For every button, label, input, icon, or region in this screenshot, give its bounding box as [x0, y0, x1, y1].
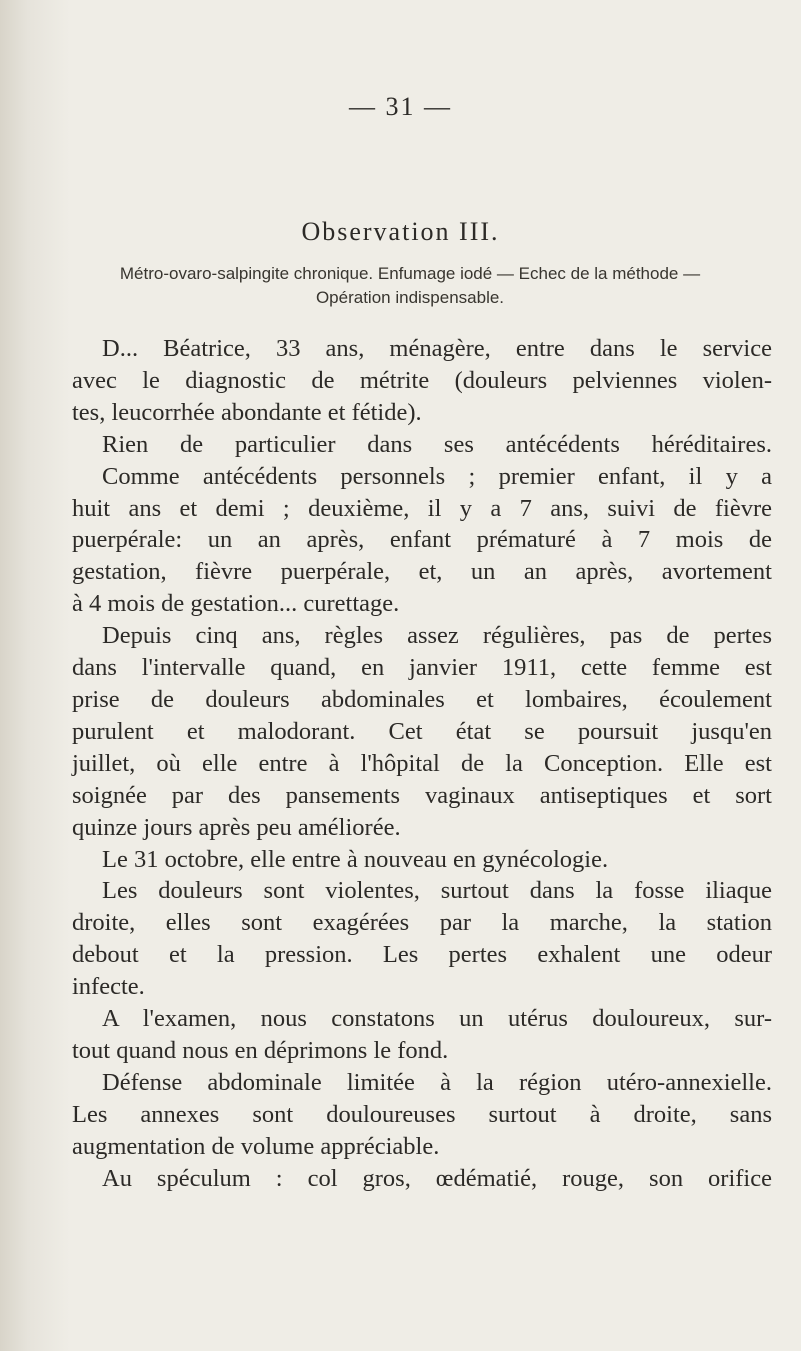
body-line: Comme antécédents personnels ; premier enfant, il y a: [102, 462, 772, 490]
body-line: tout quand nous en déprimons le fond.: [72, 1036, 449, 1064]
body-line: soignée par des pansements vaginaux antiseptiques et sort: [72, 781, 772, 809]
observation-title: Observation III.: [301, 217, 500, 246]
body-line: puerpérale: un an après, enfant prématuré à 7 mois de: [72, 526, 772, 554]
page-edge-shadow: [0, 0, 70, 1351]
body-line: Depuis cinq ans, règles assez régulières, pas de pertes: [102, 622, 772, 650]
body-line: Les annexes sont douloureuses surtout à droite, sans: [72, 1100, 772, 1128]
body-line: Au spéculum : col gros, œdématié, rouge, son orifice: [102, 1164, 772, 1192]
body-line: dans l'intervalle quand, en janvier 1911, cette femme est: [72, 654, 772, 682]
body-line: Les douleurs sont violentes, surtout dans la fosse iliaque: [102, 877, 772, 905]
body-line: avec le diagnostic de métrite (douleurs pelviennes violen-: [72, 366, 772, 394]
subtitle-line: Métro-ovaro-salpingite chronique. Enfumage iodé — Echec de la méthode —: [119, 264, 701, 283]
body-line: Le 31 octobre, elle entre à nouveau en gynécologie.: [102, 845, 609, 873]
body-line: quinze jours après peu améliorée.: [72, 813, 401, 841]
subtitle: [80, 262, 740, 310]
subtitle-line: Opération indispensable.: [315, 288, 505, 307]
body-line: gestation, fièvre puerpérale, et, un an après, avortement: [72, 558, 772, 586]
body-line: droite, elles sont exagérées par la marche, la station: [72, 909, 772, 937]
body-line: augmentation de volume appréciable.: [72, 1132, 440, 1160]
body-line: Rien de particulier dans ses antécédents héréditaires.: [102, 430, 772, 458]
body-line: purulent et malodorant. Cet état se poursuit jusqu'en: [72, 717, 772, 745]
body-line: prise de douleurs abdominales et lombaires, écoulement: [72, 685, 772, 713]
body-line: à 4 mois de gestation... curettage.: [72, 590, 400, 618]
body-line: tes, leucorrhée abondante et fétide).: [72, 398, 422, 426]
page-number: — 31 —: [349, 92, 452, 121]
body-line: A l'examen, nous constatons un utérus douloureux, sur-: [102, 1005, 772, 1033]
body-line: debout et la pression. Les pertes exhalent une odeur: [72, 941, 772, 969]
body-line: huit ans et demi ; deuxième, il y a 7 ans, suivi de fièvre: [72, 494, 772, 522]
body-line: D... Béatrice, 33 ans, ménagère, entre dans le service: [102, 335, 772, 362]
body-line: infecte.: [72, 973, 145, 1001]
body-text: [72, 333, 772, 1194]
body-line: Défense abdominale limitée à la région utéro-annexielle.: [102, 1068, 772, 1096]
body-line: juillet, où elle entre à l'hôpital de la Conception. Elle est: [72, 749, 772, 777]
